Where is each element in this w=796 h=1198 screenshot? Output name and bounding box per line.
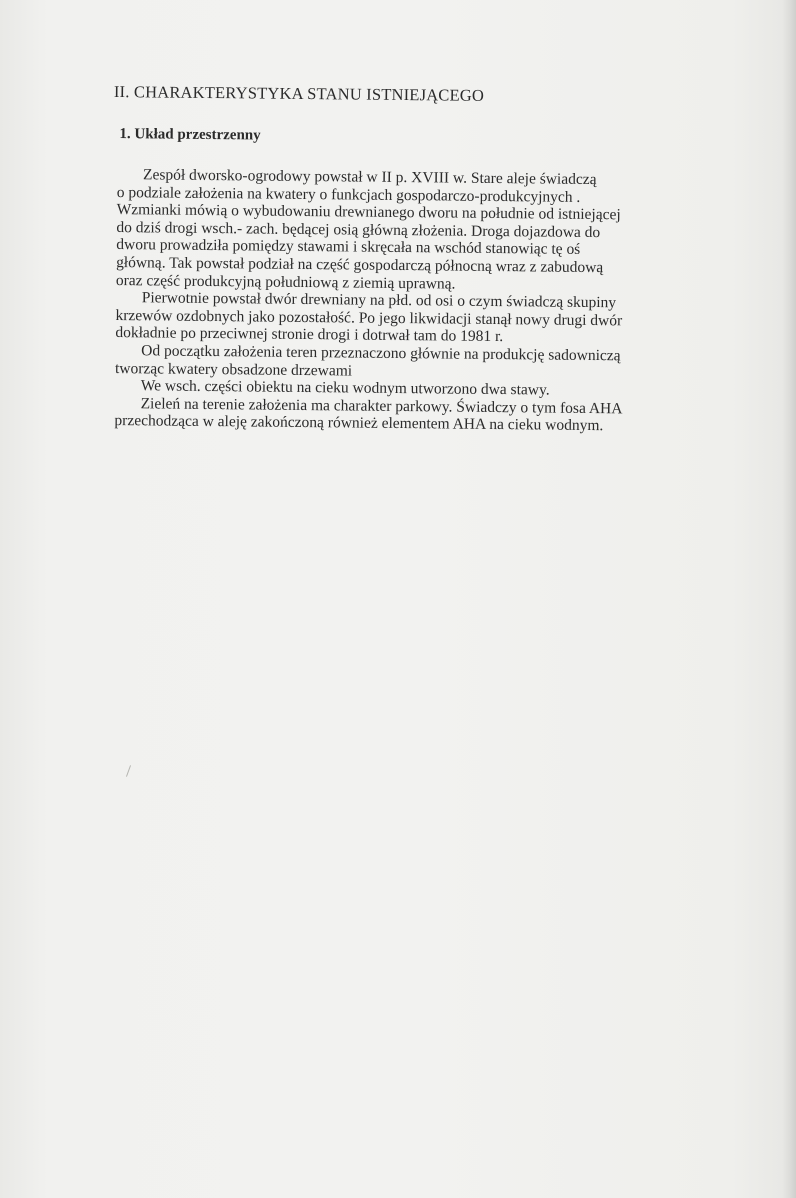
body-text bbox=[114, 166, 703, 436]
text-line: do dziś drogi wsch.- zach. będącej osią główną złożenia. Droga dojazdowa do bbox=[116, 218, 601, 241]
text-line: Od początku założenia teren przeznaczono głównie na produkcję sadowniczą bbox=[141, 342, 621, 365]
text-line: dworu prowadziła pomiędzy stawami i skręcała na wschód stanowiąc tę oś bbox=[116, 236, 581, 259]
text-line: We wsch. części obiektu na cieku wodnym utworzono dwa stawy. bbox=[140, 377, 550, 399]
text-line: przechodząca w aleję zakończoną również elementem AHA na cieku wodnym. bbox=[114, 412, 604, 435]
scan-speck bbox=[126, 765, 131, 777]
text-line: Pierwotnie powstał dwór drewniany na płd. od osi o czym świadczą skupiny bbox=[141, 289, 617, 312]
text-line: Zespół dworsko-ogrodowy powstał w II p. XVIII w. Stare aleje świadczą bbox=[142, 166, 597, 189]
text-line: o podziale założenia na kwatery o funkcjach gospodarczo-produkcyjnych . bbox=[116, 183, 581, 206]
section-heading: II. CHARAKTERYSTYKA STANU ISTNIEJĄCEGO bbox=[113, 82, 485, 105]
text-line: krzewów ozdobnych jako pozostałość. Po jego likwidacji stanął nowy drugi dwór bbox=[115, 306, 623, 330]
text-line: tworząc kwatery obsadzone drzewami bbox=[114, 359, 353, 380]
text-line: główną. Tak powstał podział na część gospodarczą północną wraz z zabudową bbox=[116, 254, 604, 277]
text-line: Wzmianki mówią o wybudowaniu drewnianego dworu na południe od istniejącej bbox=[116, 201, 621, 224]
text-line: oraz część produkcyjną południową z ziemią uprawną. bbox=[115, 271, 456, 293]
subsection-heading: 1. Układ przestrzenny bbox=[119, 126, 261, 144]
text-line: Zieleń na terenie założenia ma charakter parkowy. Świadczy o tym fosa AHA bbox=[140, 395, 623, 418]
page-edge-shadow bbox=[782, 0, 796, 1198]
text-line: dokładnie po przeciwnej stronie drogi i dotrwał tam do 1981 r. bbox=[115, 324, 504, 346]
document-content bbox=[110, 82, 704, 436]
